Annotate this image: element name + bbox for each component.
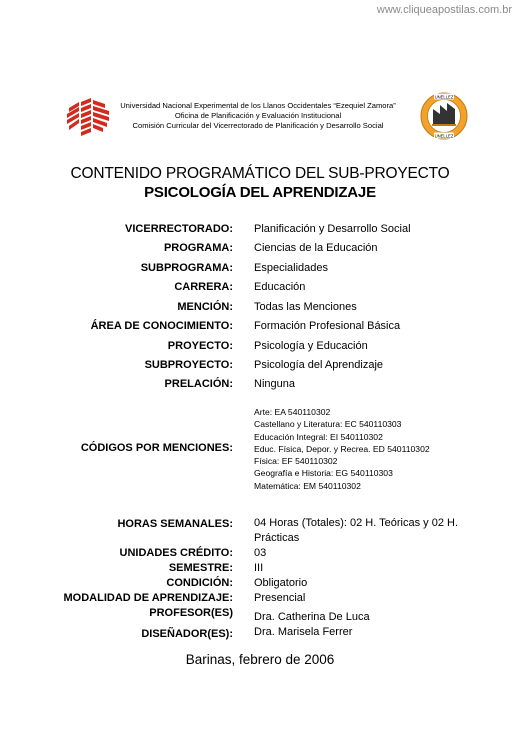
- code-item: Matemática: EM 540110302: [254, 480, 361, 491]
- institution-header: [112, 101, 404, 131]
- value-proyecto: Psicología y Educación: [254, 340, 368, 352]
- value-area-conocimiento: Formación Profesional Básica: [254, 320, 401, 332]
- footer-place-date: Barinas, febrero de 2006: [185, 652, 335, 667]
- label-condicion: CONDICIÓN:: [166, 577, 233, 589]
- watermark-url: www.cliqueapostilas.com.br: [376, 4, 512, 16]
- label-prelacion: PRELACIÓN:: [164, 378, 233, 390]
- value-semestre: III: [254, 562, 264, 574]
- institution-office: Oficina de Planificación y Evaluación Institucional: [174, 111, 342, 120]
- codes-list: [254, 406, 430, 492]
- value-mencion: Todas las Menciones: [254, 301, 357, 313]
- label-unidades-credito: UNIDADES CRÉDITO:: [119, 547, 233, 559]
- value-subprograma: Especialidades: [254, 262, 328, 274]
- code-item: Castellano y Literatura: EC 540110303: [254, 419, 402, 430]
- label-subprograma: SUBPROGRAMA:: [140, 262, 233, 274]
- value-programa: Ciencias de la Educación: [254, 242, 378, 254]
- label-programa: PROGRAMA:: [163, 242, 233, 254]
- label-disenador: DISEÑADOR(ES):: [141, 628, 233, 640]
- subproject-title: PSICOLOGÍA DEL APRENDIZAJE: [144, 184, 376, 201]
- label-horas: HORAS SEMANALES:: [117, 518, 233, 530]
- value-prelacion: Ninguna: [254, 378, 295, 390]
- label-semestre: SEMESTRE:: [168, 562, 233, 574]
- institution-commission: Comisión Curricular del Vicerrectorado de Planificación y Desarrollo Social: [132, 121, 384, 130]
- value-carrera: Educación: [254, 281, 306, 293]
- seal-bottom-text: UNELLEZ: [434, 133, 454, 139]
- label-subproyecto: SUBPROYECTO:: [144, 359, 233, 371]
- code-item: Física: EF 540110302: [254, 456, 338, 467]
- value-horas: 04 Horas (Totales): 02 H. Teóricas y 02 H. Prácticas: [254, 517, 458, 544]
- label-mencion: MENCIÓN:: [177, 301, 233, 313]
- label-carrera: CARRERA:: [174, 281, 233, 293]
- label-area-conocimiento: ÁREA DE CONOCIMIENTO:: [90, 320, 233, 332]
- value-unidades-credito: 03: [254, 547, 267, 559]
- label-proyecto: PROYECTO:: [167, 340, 233, 352]
- document-title: CONTENIDO PROGRAMÁTICO DEL SUB-PROYECTO: [70, 165, 450, 182]
- university-seal: [419, 91, 469, 141]
- code-item: Educ. Física, Depor. y Recrea. ED 540110302: [254, 443, 430, 454]
- code-item: Geografía e Historia: EG 540110303: [254, 468, 393, 479]
- code-item: Arte: EA 540110302: [254, 407, 331, 417]
- value-condicion: Obligatorio: [254, 577, 308, 589]
- value-modalidad: Presencial: [254, 592, 306, 604]
- value-subproyecto: Psicología del Aprendizaje: [254, 359, 384, 371]
- value-vicerrectorado: Planificación y Desarrollo Social: [254, 223, 411, 235]
- seal-top-text: UNELLEZ: [434, 94, 454, 100]
- institution-name: Universidad Nacional Experimental de los Llanos Occidentales “Ezequiel Zamora”: [120, 101, 396, 110]
- label-codigos: CÓDIGOS POR MENCIONES:: [80, 442, 233, 454]
- value-disenador: Dra. Marisela Ferrer: [254, 626, 353, 638]
- label-vicerrectorado: VICERRECTORADO:: [125, 223, 233, 235]
- label-modalidad: MODALIDAD DE APRENDIZAJE:: [63, 592, 233, 604]
- code-item: Educación Integral: EI 540110302: [254, 431, 383, 442]
- value-profesor: Dra. Catherina De Luca: [254, 611, 370, 623]
- label-profesor: PROFESOR(ES): [149, 607, 233, 619]
- university-logo: [65, 96, 111, 138]
